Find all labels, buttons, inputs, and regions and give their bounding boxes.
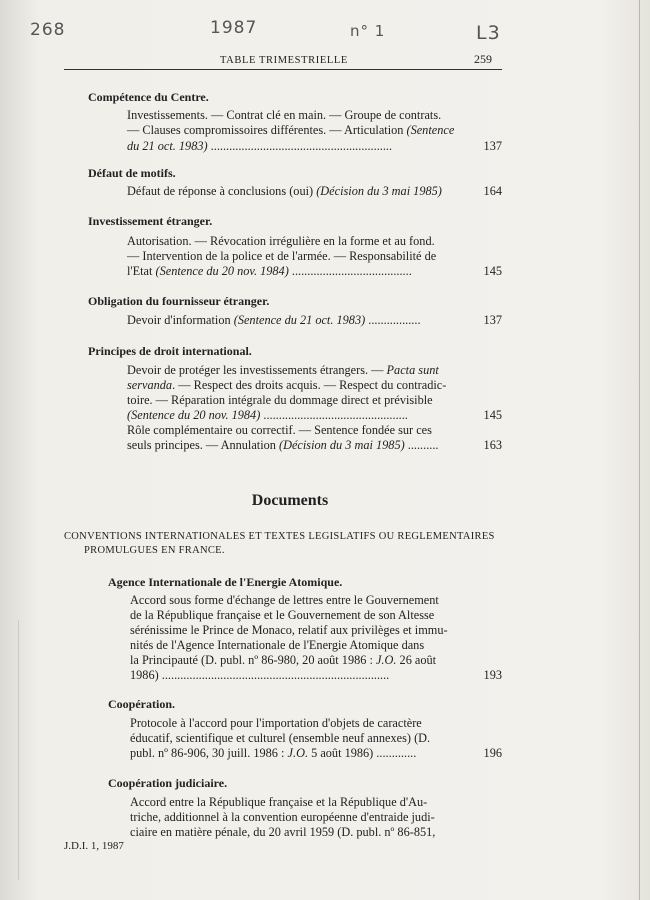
entry-citation: (Sentence du 21 oct. 1983) [233, 313, 366, 327]
handwritten-note-a: 268 [30, 20, 66, 40]
entry-text: Défaut de réponse à conclusions (oui) [127, 184, 317, 198]
section-heading: Obligation du fournisseur étranger. [88, 294, 270, 308]
entry-text: Devoir de protéger les investissements étrangers. — [127, 363, 387, 377]
leader-dots: 5 août 1986) ............. [308, 746, 417, 760]
page-ref: 137 [483, 139, 502, 153]
entry-text: publ. nº 86-906, 30 juill. 1986 : [130, 746, 288, 760]
document-heading: Coopération judiciaire. [108, 776, 228, 790]
entry-text: Investissements. — Contrat clé en main. — Groupe de contrats. [127, 108, 442, 122]
leader-dots: ................. [365, 313, 421, 327]
entry-line [127, 123, 467, 139]
entry-citation: J.O. [287, 746, 309, 760]
entry-line [130, 668, 468, 684]
entry-line [130, 746, 468, 762]
subtitle-line: PROMULGUES EN FRANCE. [84, 545, 225, 556]
section-heading: Principes de droit international. [88, 344, 252, 358]
entry-text: seuls principes. — Annulation [127, 438, 279, 452]
entry-line [127, 249, 467, 265]
leader-dots: ....................................... [288, 264, 412, 278]
page-ref: 163 [483, 438, 502, 452]
section-heading: Compétence du Centre. [88, 90, 209, 104]
entry-line [130, 810, 468, 826]
entry-citation: (Sentence du 20 nov. 1984) [155, 264, 289, 278]
page-ref: 145 [483, 408, 502, 422]
page-number: 259 [474, 52, 492, 66]
entry-text: ciaire en matière pénale, du 20 avril 1959 (D. publ. nº 86-851, [130, 825, 436, 839]
page-ref: 164 [483, 184, 502, 198]
entry-citation: Pacta sunt [386, 363, 439, 377]
entry-text: Accord sous forme d'échange de lettres entre le Gouvernement [130, 593, 439, 607]
document-heading: Coopération. [108, 697, 175, 711]
entry-text: Rôle complémentaire ou correctif. — Sentence fondée sur ces [127, 423, 432, 437]
page-ref: 193 [483, 668, 502, 682]
entry-line [130, 795, 468, 811]
documents-title: Documents [251, 492, 329, 509]
entry-line [127, 423, 467, 439]
entry-citation: (Décision du 3 mai 1985) [316, 184, 442, 198]
handwritten-note-d: L3 [476, 22, 501, 44]
entry-line [130, 825, 468, 841]
entry-citation: servanda [127, 378, 173, 392]
entry-text: Devoir d'information [127, 313, 234, 327]
entry-line [127, 108, 467, 124]
entry-line [130, 716, 468, 732]
leader-dots: .......... [404, 438, 439, 452]
page-edge [639, 0, 640, 900]
documents-subtitle [64, 530, 504, 558]
entry-text: sérénissime le Prince de Monaco, relatif aux privilèges et immu- [130, 623, 448, 637]
entry-line [130, 638, 468, 654]
page-edge-left [18, 620, 19, 880]
handwritten-note-b: 1987 [210, 18, 258, 38]
entry-text: la Principauté (D. publ. nº 86-980, 20 août 1986 : [130, 653, 376, 667]
entry-citation: (Sentence [406, 123, 455, 137]
entry-text: triche, additionnel à la convention européenne d'entraide judi- [130, 810, 435, 824]
entry-line [127, 408, 467, 424]
entry-text: Accord entre la République française et la République d'Au- [130, 795, 428, 809]
entry-text: éducatif, scientifique et culturel (ensemble neuf annexes) (D. [130, 731, 431, 745]
entry-text: l'Etat [127, 264, 156, 278]
handwritten-note-c: n° 1 [350, 22, 386, 40]
section-heading: Investissement étranger. [88, 214, 213, 228]
entry-line [127, 363, 467, 379]
entry-line [127, 438, 467, 454]
page-ref: 196 [483, 746, 502, 760]
entry-line [130, 593, 468, 609]
entry-text: de la République française et le Gouvernement de son Altesse [130, 608, 435, 622]
entry-text: Protocole à l'accord pour l'importation d'objets de caractère [130, 716, 422, 730]
entry-line [127, 184, 467, 200]
entry-line [127, 393, 467, 409]
entry-line [127, 313, 467, 329]
entry-line [127, 378, 467, 394]
subtitle-line: CONVENTIONS INTERNATIONALES ET TEXTES LEGISLATIFS OU REGLEMENTAIRES [64, 531, 495, 542]
header-rule [64, 69, 502, 70]
entry-citation: du 21 oct. 1983) [127, 139, 208, 153]
entry-text: — Clauses compromissoires différentes. — Articulation [127, 123, 407, 137]
entry-line [127, 234, 467, 250]
running-title: TABLE TRIMESTRIELLE [220, 55, 348, 66]
entry-text: Autorisation. — Révocation irrégulière en la forme et au fond. [127, 234, 435, 248]
entry-text: — Intervention de la police et de l'armée. — Responsabilité de [127, 249, 437, 263]
entry-text: 1986) [130, 668, 162, 682]
document-heading: Agence Internationale de l'Energie Atomique. [108, 575, 343, 589]
entry-line [127, 139, 467, 155]
section-heading: Défaut de motifs. [88, 166, 176, 180]
entry-text: 26 août [396, 653, 437, 667]
footer-citation: J.D.I. 1, 1987 [64, 840, 124, 852]
entry-text: toire. — Réparation intégrale du dommage direct et prévisible [127, 393, 433, 407]
entry-line [130, 608, 468, 624]
entry-citation: J.O. [375, 653, 397, 667]
leader-dots: .......................................................................... [161, 668, 390, 682]
page-ref: 137 [483, 313, 502, 327]
leader-dots: ........................................................... [207, 139, 393, 153]
entry-text: nités de l'Agence Internationale de l'Energie Atomique dans [130, 638, 425, 652]
entry-line [130, 653, 468, 669]
entry-citation: (Décision du 3 mai 1985) [279, 438, 405, 452]
entry-line [130, 623, 468, 639]
page-ref: 145 [483, 264, 502, 278]
entry-line [130, 731, 468, 747]
entry-text: . — Respect des droits acquis. — Respect du contradic- [172, 378, 447, 392]
leader-dots: ............................................... [260, 408, 408, 422]
entry-line [127, 264, 467, 280]
entry-citation: (Sentence du 20 nov. 1984) [127, 408, 261, 422]
